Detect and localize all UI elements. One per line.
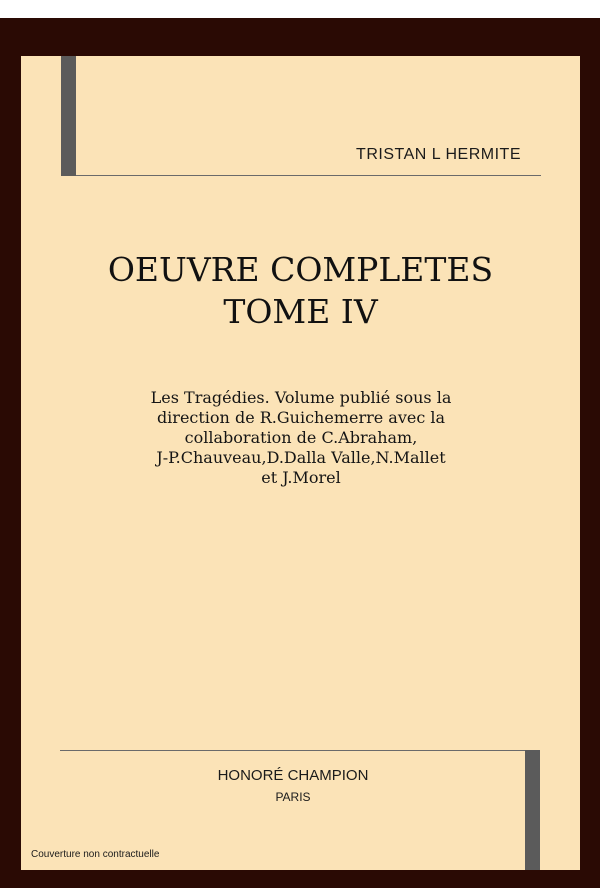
author-name: TRISTAN L HERMITE	[356, 146, 521, 163]
bottom-right-bar	[525, 750, 540, 870]
title-line: TOME IV	[223, 292, 378, 331]
book-description	[131, 388, 471, 488]
book-cover-frame	[0, 18, 600, 888]
description-line: J-P.Chauveau,D.Dalla Valle,N.Mallet	[156, 448, 446, 467]
description-line: et J.Morel	[261, 468, 341, 487]
description-line: Les Tragédies. Volume publié sous la	[150, 388, 452, 407]
title-line: OEUVRE COMPLETES	[107, 250, 494, 289]
book-cover	[21, 56, 580, 870]
top-left-bar	[61, 56, 76, 176]
book-title	[21, 249, 580, 333]
cover-disclaimer: Couverture non contractuelle	[31, 849, 160, 860]
publisher-city: PARIS	[275, 790, 311, 804]
publisher-name: HONORÉ CHAMPION	[217, 767, 369, 784]
top-rule	[76, 175, 541, 176]
description-line: collaboration de C.Abraham,	[184, 428, 418, 447]
description-line: direction de R.Guichemerre avec la	[156, 408, 446, 427]
bottom-rule	[60, 750, 526, 751]
